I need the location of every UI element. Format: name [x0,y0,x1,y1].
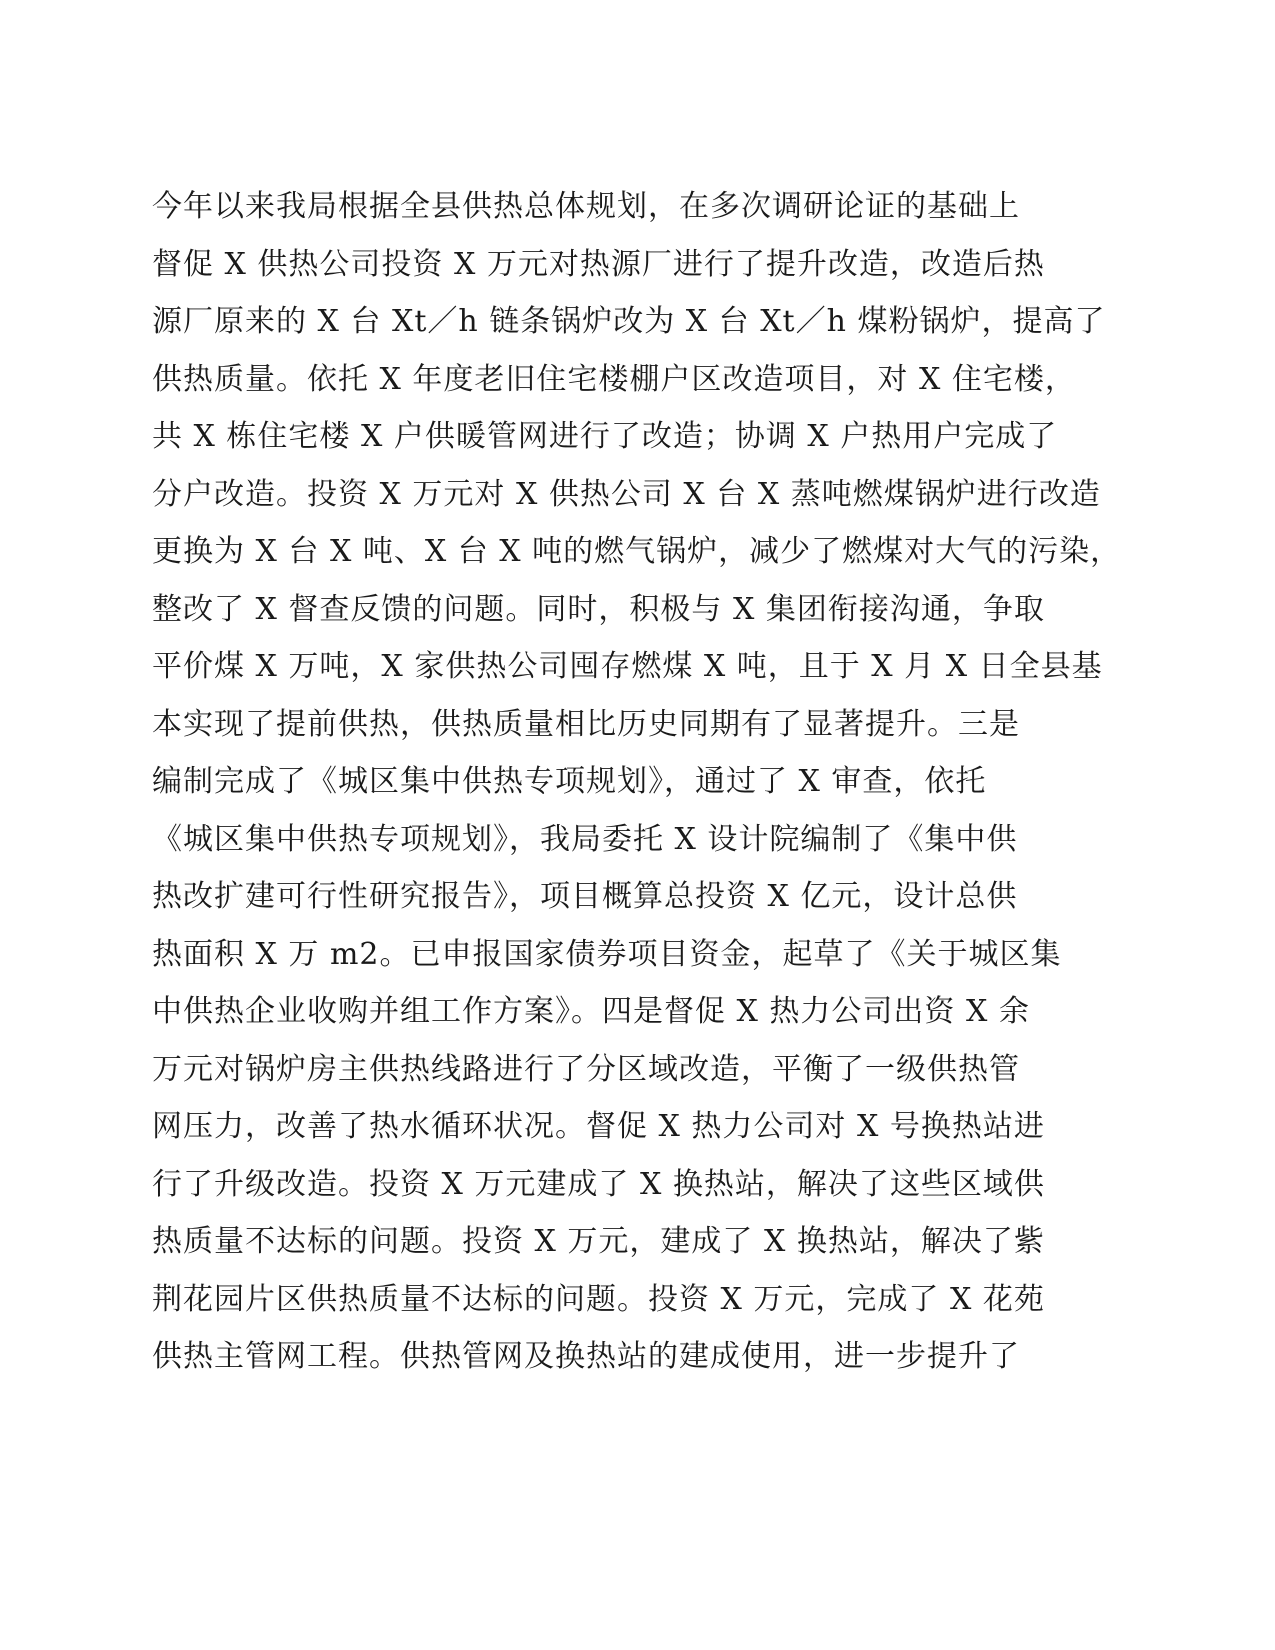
text-line: 热质量不达标的问题。投资 X 万元，建成了 X 换热站，解决了紫 [152,1224,1045,1259]
body-text [152,178,1122,1386]
text-line: 热改扩建可行性研究报告》，项目概算总投资 X 亿元，设计总供 [152,879,1018,914]
text-line: 源厂原来的 X 台 Xt／h 链条锅炉改为 X 台 Xt／h 煤粉锅炉，提高了 [152,304,1106,339]
text-line: 编制完成了《城区集中供热专项规划》，通过了 X 审查，依托 [152,764,987,799]
text-line: 中供热企业收购并组工作方案》。四是督促 X 热力公司出资 X 余 [152,994,1030,1029]
text-line: 整改了 X 督查反馈的问题。同时，积极与 X 集团衔接沟通，争取 [152,591,1045,627]
text-line: 荆花园片区供热质量不达标的问题。投资 X 万元，完成了 X 花苑 [152,1281,1045,1317]
text-line: 供热质量。依托 X 年度老旧住宅楼棚户区改造项目，对 X 住宅楼， [152,361,1076,397]
text-line: 万元对锅炉房主供热线路进行了分区域改造，平衡了一级供热管 [152,1051,1020,1087]
text-line: 热面积 X 万 m2。已申报国家债券项目资金，起草了《关于城区集 [152,936,1062,972]
text-line: 本实现了提前供热，供热质量相比历史同期有了显著提升。三是 [152,706,1020,742]
text-line: 网压力，改善了热水循环状况。督促 X 热力公司对 X 号换热站进 [152,1109,1045,1144]
text-line: 供热主管网工程。供热管网及换热站的建成使用，进一步提升了 [152,1339,1020,1374]
text-line: 督促 X 供热公司投资 X 万元对热源厂进行了提升改造，改造后热 [152,246,1045,282]
text-line: 《城区集中供热专项规划》，我局委托 X 设计院编制了《集中供 [152,821,1018,857]
text-line: 今年以来我局根据全县供热总体规划，在多次调研论证的基础上 [152,189,1020,224]
text-line: 共 X 栋住宅楼 X 户供暖管网进行了改造；协调 X 户热用户完成了 [152,419,1058,454]
text-line: 行了升级改造。投资 X 万元建成了 X 换热站，解决了这些区域供 [152,1166,1045,1202]
text-line: 分户改造。投资 X 万元对 X 供热公司 X 台 X 蒸吨燃煤锅炉进行改造 [152,476,1101,512]
text-line: 平价煤 X 万吨，X 家供热公司囤存燃煤 X 吨，且于 X 月 X 日全县基 [152,649,1103,684]
text-line: 更换为 X 台 X 吨、X 台 X 吨的燃气锅炉，减少了燃煤对大气的污染， [152,534,1122,569]
